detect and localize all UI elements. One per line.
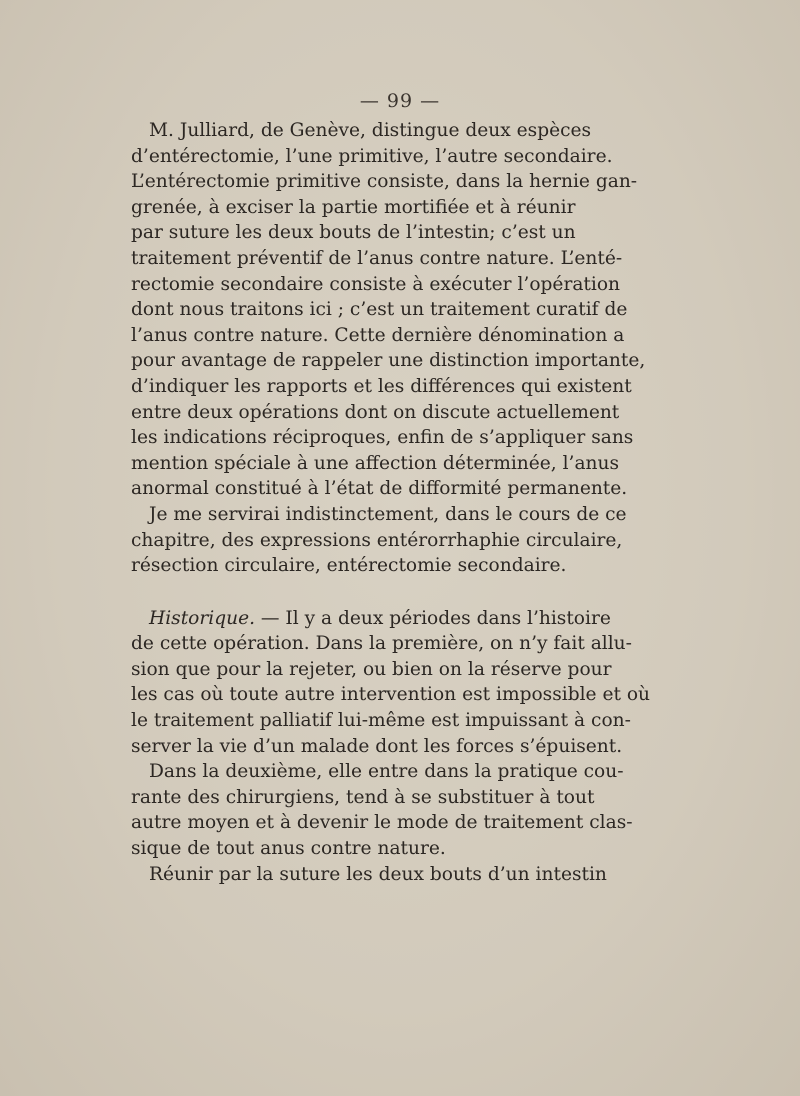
text-line: Réunir par la suture les deux bouts d’un intestin bbox=[149, 863, 607, 885]
text-line: L’entérectomie primitive consiste, dans la hernie gan- bbox=[131, 171, 638, 193]
text-line: rectomie secondaire consiste à exécuter l’opération bbox=[131, 273, 621, 295]
section-gap bbox=[131, 579, 563, 606]
text-line: Dans la deuxième, elle entre dans la pratique cou- bbox=[149, 761, 624, 783]
section-heading: Historique. bbox=[149, 607, 255, 629]
text-line: autre moyen et à devenir le mode de traitement clas- bbox=[131, 812, 633, 834]
paragraph-1 bbox=[131, 118, 646, 502]
text-line: M. Julliard, de Genève, distingue deux espèces bbox=[149, 120, 592, 141]
text-line: résection circulaire, entérectomie secondaire. bbox=[131, 555, 567, 577]
paragraph-historique bbox=[131, 606, 651, 760]
text-line: Je me servirai indistinctement, dans le cours de ce bbox=[149, 503, 627, 525]
paragraph-5 bbox=[131, 862, 607, 888]
text-line: anormal constitué à l’état de difformité permanente. bbox=[131, 478, 628, 500]
text-line: traitement préventif de l’anus contre nature. L’enté- bbox=[131, 247, 623, 269]
text-line: sique de tout anus contre nature. bbox=[131, 838, 446, 860]
text-line: sion que pour la rejeter, ou bien on la réserve pour bbox=[131, 658, 612, 680]
text-line: dont nous traitons ici ; c’est un traitement curatif de bbox=[131, 299, 628, 321]
body-text bbox=[131, 118, 651, 887]
text-line: par suture les deux bouts de l’intestin; c’est un bbox=[131, 222, 576, 244]
text-line: l’anus contre nature. Cette dernière dénomination a bbox=[131, 324, 625, 346]
text-line: rante des chirurgiens, tend à se substituer à tout bbox=[131, 786, 595, 808]
text-line: de cette opération. Dans la première, on n’y fait allu- bbox=[131, 633, 632, 655]
paragraph-2 bbox=[131, 502, 627, 579]
text-line: grenée, à exciser la partie mortifiée et à réunir bbox=[131, 196, 576, 218]
text-line: server la vie d’un malade dont les forces s’épuisent. bbox=[131, 735, 623, 757]
text-line: les indications réciproques, enfin de s’appliquer sans bbox=[131, 427, 634, 449]
text-line bbox=[131, 606, 611, 632]
text-line: d’indiquer les rapports et les différences qui existent bbox=[131, 375, 632, 397]
text-line: entre deux opérations dont on discute actuellement bbox=[131, 401, 620, 423]
page-number: — 99 — bbox=[359, 90, 441, 112]
heading-continuation: — Il y a deux périodes dans l’histoire bbox=[255, 607, 611, 629]
text-line: le traitement palliatif lui-même est impuissant à con- bbox=[131, 710, 631, 732]
text-line: chapitre, des expressions entérorrhaphie circulaire, bbox=[131, 529, 623, 551]
text-line: mention spéciale à une affection déterminée, l’anus bbox=[131, 452, 620, 474]
text-line: pour avantage de rappeler une distinction importante, bbox=[131, 350, 646, 372]
text-line: les cas où toute autre intervention est impossible et où bbox=[131, 684, 651, 706]
paragraph-4 bbox=[131, 759, 633, 861]
text-line: d’entérectomie, l’une primitive, l’autre secondaire. bbox=[131, 145, 613, 167]
